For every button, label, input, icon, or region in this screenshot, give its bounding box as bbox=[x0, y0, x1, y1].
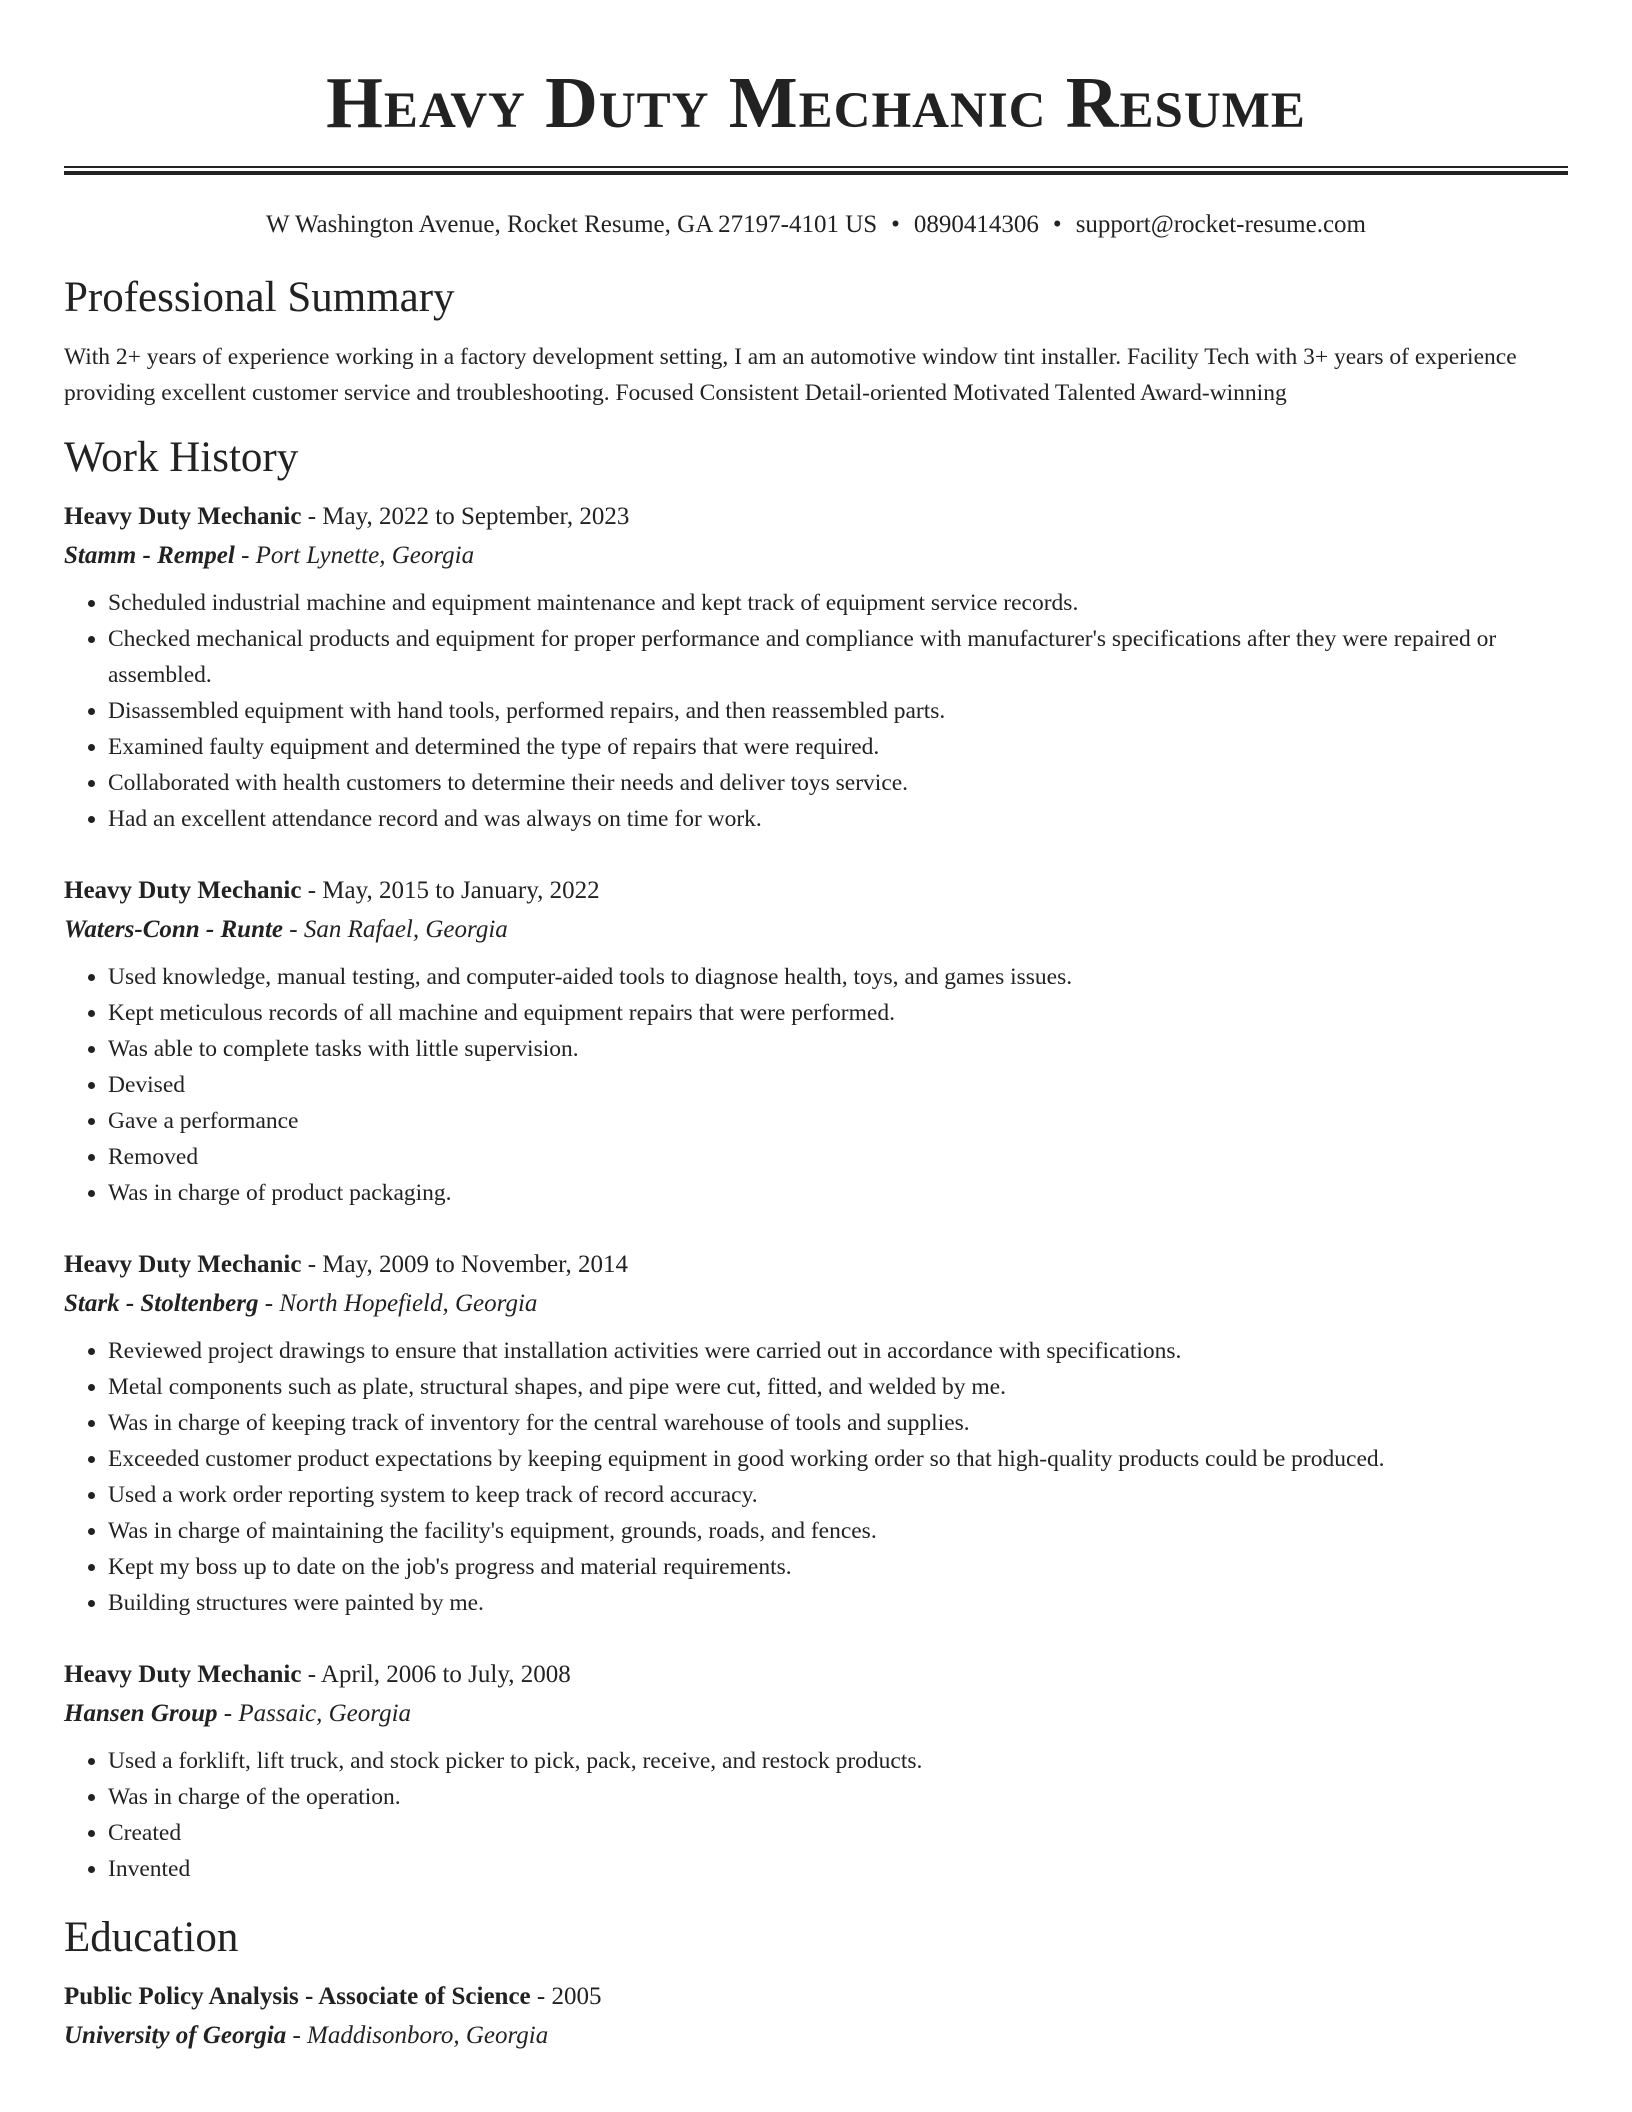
job-location: Port Lynette, Georgia bbox=[255, 542, 475, 569]
job-dates: April, 2006 to July, 2008 bbox=[320, 1661, 571, 1688]
job-duty: • Invented bbox=[108, 1851, 1568, 1887]
job-title-line: Heavy Duty Mechanic - May, 2022 to September, 2023 bbox=[64, 503, 630, 530]
education-degree-line: Public Policy Analysis - Associate of Science - 2005 bbox=[64, 1983, 602, 2010]
job-duties-list bbox=[64, 1743, 1568, 1887]
job-company: Hansen Group bbox=[64, 1700, 218, 1727]
job-company-line: Hansen Group - Passaic, Georgia bbox=[64, 1700, 412, 1727]
job-duty: • Removed bbox=[108, 1139, 1568, 1175]
contact-phone: 0890414306 bbox=[913, 211, 1039, 238]
job-duty: • Had an excellent attendance record and was always on time for work. bbox=[108, 801, 1568, 837]
job-duty: • Was able to complete tasks with little supervision. bbox=[108, 1031, 1568, 1067]
job-dates: May, 2009 to November, 2014 bbox=[322, 1251, 628, 1278]
job-duty: • Was in charge of maintaining the facility's equipment, grounds, roads, and fences. bbox=[108, 1513, 1568, 1549]
job-company: Stamm - Rempel bbox=[64, 542, 235, 569]
summary-text: With 2+ years of experience working in a factory development setting, I am an automotive window tint installer. Facility Tech with 3+ years of experience providing excellent customer service and troubleshooting. Focused Consistent Detail-oriented Motivated Talented Award-winning bbox=[64, 344, 1517, 406]
contact-line bbox=[64, 209, 1568, 241]
job-company: Waters-Conn - Runte bbox=[64, 916, 284, 943]
education-school-line: University of Georgia - Maddisonboro, Georgia bbox=[64, 2022, 549, 2049]
job-duty: • Kept meticulous records of all machine and equipment repairs that were performed. bbox=[108, 995, 1568, 1031]
job-duty: • Checked mechanical products and equipment for proper performance and compliance with manufacturer's specifications after they were repaired or assembled. bbox=[108, 621, 1568, 693]
job-title-line: Heavy Duty Mechanic - May, 2015 to January, 2022 bbox=[64, 877, 600, 904]
job-entry bbox=[64, 497, 1568, 837]
job-company: Stark - Stoltenberg bbox=[64, 1290, 259, 1317]
job-title: Heavy Duty Mechanic bbox=[64, 1251, 302, 1278]
job-duty: • Was in charge of the operation. bbox=[108, 1779, 1568, 1815]
contact-separator: • bbox=[1052, 211, 1062, 238]
job-location: Passaic, Georgia bbox=[238, 1700, 412, 1727]
job-duty: • Used knowledge, manual testing, and computer-aided tools to diagnose health, toys, and games issues. bbox=[108, 959, 1568, 995]
resume-page bbox=[64, 0, 1568, 2055]
job-entry bbox=[64, 1245, 1568, 1621]
summary-heading: Professional Summary bbox=[64, 274, 455, 321]
education-year: 2005 bbox=[551, 1983, 602, 2010]
job-title: Heavy Duty Mechanic bbox=[64, 877, 302, 904]
job-title-line: Heavy Duty Mechanic - April, 2006 to July, 2008 bbox=[64, 1661, 571, 1688]
job-duty: • Collaborated with health customers to determine their needs and deliver toys service. bbox=[108, 765, 1568, 801]
job-title: Heavy Duty Mechanic bbox=[64, 503, 302, 530]
job-duty: • Gave a performance bbox=[108, 1103, 1568, 1139]
job-duty: • Scheduled industrial machine and equipment maintenance and kept track of equipment service records. bbox=[108, 585, 1568, 621]
job-title: Heavy Duty Mechanic bbox=[64, 1661, 302, 1688]
job-duty: • Used a work order reporting system to keep track of record accuracy. bbox=[108, 1477, 1568, 1513]
job-company-line: Stark - Stoltenberg - North Hopefield, Georgia bbox=[64, 1290, 538, 1317]
job-entry bbox=[64, 1655, 1568, 1887]
job-duty: • Metal components such as plate, structural shapes, and pipe were cut, fitted, and welded by me. bbox=[108, 1369, 1568, 1405]
job-duty: • Kept my boss up to date on the job's progress and material requirements. bbox=[108, 1549, 1568, 1585]
education-degree: Public Policy Analysis - Associate of Science bbox=[64, 1983, 531, 2010]
title-divider bbox=[64, 166, 1568, 175]
job-duty: • Building structures were painted by me. bbox=[108, 1585, 1568, 1621]
contact-email: support@rocket-resume.com bbox=[1075, 211, 1366, 238]
job-duty: • Used a forklift, lift truck, and stock picker to pick, pack, receive, and restock products. bbox=[108, 1743, 1568, 1779]
work-history-heading: Work History bbox=[64, 434, 299, 481]
job-duties-list bbox=[64, 959, 1568, 1211]
job-duties-list bbox=[64, 1333, 1568, 1621]
job-duty: • Was in charge of product packaging. bbox=[108, 1175, 1568, 1211]
education-entry bbox=[64, 1977, 1568, 2055]
education-heading: Education bbox=[64, 1914, 239, 1961]
job-duty: • Reviewed project drawings to ensure that installation activities were carried out in accordance with specifications. bbox=[108, 1333, 1568, 1369]
contact-separator: • bbox=[891, 211, 900, 238]
job-location: San Rafael, Georgia bbox=[303, 916, 508, 943]
job-company-line: Waters-Conn - Runte - San Rafael, Georgia bbox=[64, 916, 508, 943]
job-duty: • Devised bbox=[108, 1067, 1568, 1103]
resume-title: Heavy Duty Mechanic Resume bbox=[326, 62, 1306, 143]
education-location: Maddisonboro, Georgia bbox=[307, 2022, 549, 2049]
job-dates: May, 2015 to January, 2022 bbox=[322, 877, 600, 904]
job-entry bbox=[64, 871, 1568, 1211]
job-duty: • Created bbox=[108, 1815, 1568, 1851]
job-company-line: Stamm - Rempel - Port Lynette, Georgia bbox=[64, 542, 475, 569]
education-school: University of Georgia bbox=[64, 2022, 287, 2049]
job-dates: May, 2022 to September, 2023 bbox=[322, 503, 630, 530]
job-duty: • Disassembled equipment with hand tools, performed repairs, and then reassembled parts. bbox=[108, 693, 1568, 729]
job-title-line: Heavy Duty Mechanic - May, 2009 to November, 2014 bbox=[64, 1251, 628, 1278]
contact-address: W Washington Avenue, Rocket Resume, GA 27197-4101 US bbox=[266, 211, 878, 238]
job-duty: • Examined faulty equipment and determined the type of repairs that were required. bbox=[108, 729, 1568, 765]
job-location: North Hopefield, Georgia bbox=[279, 1290, 538, 1317]
job-duty: • Exceeded customer product expectations by keeping equipment in good working order so that high-quality products could be produced. bbox=[108, 1441, 1568, 1477]
job-duties-list bbox=[64, 585, 1568, 837]
job-duty: • Was in charge of keeping track of inventory for the central warehouse of tools and supplies. bbox=[108, 1405, 1568, 1441]
